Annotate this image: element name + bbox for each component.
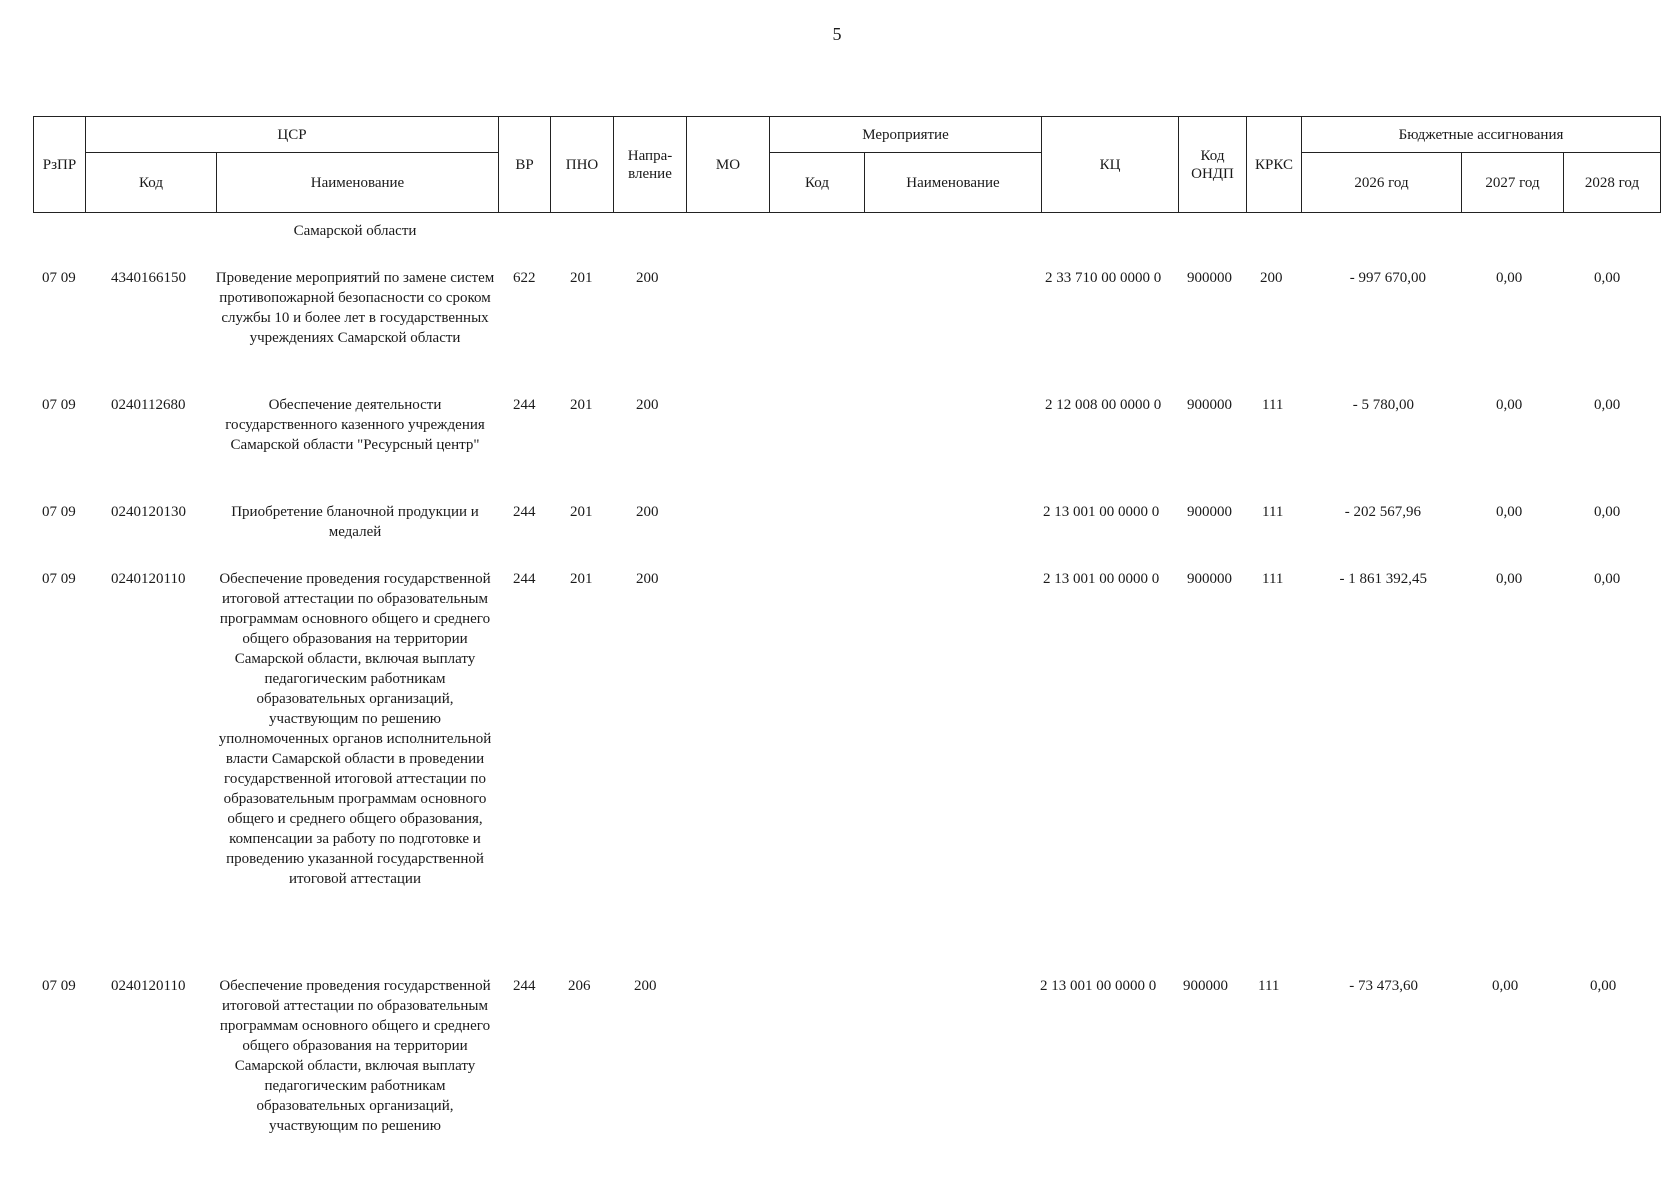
cell-vr: 244 [513,504,536,520]
cell-2026: - 5 780,00 [1352,397,1414,413]
header-2027: 2027 год [1462,153,1564,213]
cell-ondp: 900000 [1187,397,1232,413]
cell-2026: - 202 567,96 [1344,504,1421,520]
cell-krks: 200 [1260,270,1283,286]
cell-code: 0240112680 [111,397,186,413]
header-csr: ЦСР [86,117,499,153]
header-2026: 2026 год [1302,153,1462,213]
cell-2027: 0,00 [1496,504,1523,520]
cell-name: Приобретение бланочной продукции и медалей [231,504,479,540]
cell-pno: 201 [570,571,593,587]
header-event-name: Наименование [865,153,1042,213]
cell-krks: 111 [1262,571,1284,587]
cell-kc: 2 13 001 00 0000 0 [1043,571,1160,587]
cell-vr: 622 [513,270,536,286]
cell-name: Проведение мероприятий по замене систем противопожарной безопасности со сроком службы 10 и более лет в государственных учреждениях Самарской области [215,270,495,346]
cell-dir: 200 [636,397,659,413]
cell-ondp: 900000 [1183,978,1228,994]
header-kc: КЦ [1042,117,1179,213]
cell-2026: - 997 670,00 [1349,270,1426,286]
continuation-text: Самарской области [293,223,417,239]
header-csr-code: Код [86,153,217,213]
cell-rzpr: 07 09 [42,504,76,520]
cell-rzpr: 07 09 [42,978,76,994]
cell-pno: 201 [570,504,593,520]
cell-ondp: 900000 [1187,571,1232,587]
cell-2027: 0,00 [1496,397,1523,413]
cell-code: 0240120110 [111,978,186,994]
header-budget: Бюджетные ассигнования [1302,117,1661,153]
cell-name: Обеспечение проведения государственной итоговой аттестации по образовательным программам основного общего и среднего общего образования на территории Самарской области, включая выплату педагогическим работникам образовательных организаций, участвующим по решению уполномоченных органов исполнительной власти Самарской области в проведении государственной итоговой аттестации по образовательным программам основного общего и среднего общего образования, компенсации за работу по подготовке и проведению указанной государственной итоговой аттестации [218,571,492,887]
cell-rzpr: 07 09 [42,270,76,286]
cell-pno: 206 [568,978,591,994]
cell-rzpr: 07 09 [42,571,76,587]
cell-2027: 0,00 [1496,270,1523,286]
cell-kc: 2 12 008 00 0000 0 [1045,397,1162,413]
cell-2028: 0,00 [1590,978,1617,994]
header-event: Мероприятие [770,117,1042,153]
cell-dir: 200 [636,571,659,587]
cell-2027: 0,00 [1492,978,1519,994]
cell-ondp: 900000 [1187,270,1232,286]
cell-krks: 111 [1262,397,1284,413]
cell-name: Обеспечение деятельности государственного казенного учреждения Самарской области "Ресурсный центр" [225,397,485,453]
header-mo: МО [687,117,770,213]
header-csr-name: Наименование [217,153,499,213]
header-rzpr: РзПР [34,117,86,213]
cell-krks: 111 [1258,978,1280,994]
header-vr: ВР [499,117,551,213]
header-event-code: Код [770,153,865,213]
cell-ondp: 900000 [1187,504,1232,520]
cell-vr: 244 [513,571,536,587]
cell-krks: 111 [1262,504,1284,520]
cell-kc: 2 13 001 00 0000 0 [1040,978,1157,994]
table-header [33,116,1661,213]
cell-code: 0240120130 [111,504,186,520]
cell-code: 4340166150 [111,270,186,286]
cell-kc: 2 13 001 00 0000 0 [1043,504,1160,520]
header-2028: 2028 год [1564,153,1661,213]
header-direction: Напра- вление [614,117,687,213]
cell-vr: 244 [513,978,536,994]
cell-2027: 0,00 [1496,571,1523,587]
cell-2026: - 1 861 392,45 [1339,571,1427,587]
header-pno: ПНО [551,117,614,213]
cell-dir: 200 [634,978,657,994]
header-ondp: Код ОНДП [1179,117,1247,213]
cell-2028: 0,00 [1594,571,1621,587]
cell-pno: 201 [570,270,593,286]
cell-2028: 0,00 [1594,504,1621,520]
cell-name: Обеспечение проведения государственной итоговой аттестации по образовательным программам основного общего и среднего общего образования на территории Самарской области, включая выплату педагогическим работникам образовательных организаций, участвующим по решению [219,978,491,1134]
cell-dir: 200 [636,270,659,286]
header-krks: КРКС [1247,117,1302,213]
cell-code: 0240120110 [111,571,186,587]
cell-2028: 0,00 [1594,397,1621,413]
cell-kc: 2 33 710 00 0000 0 [1045,270,1162,286]
page-number: 5 [832,24,842,44]
cell-2026: - 73 473,60 [1349,978,1418,994]
cell-dir: 200 [636,504,659,520]
cell-pno: 201 [570,397,593,413]
cell-2028: 0,00 [1594,270,1621,286]
cell-vr: 244 [513,397,536,413]
cell-rzpr: 07 09 [42,397,76,413]
